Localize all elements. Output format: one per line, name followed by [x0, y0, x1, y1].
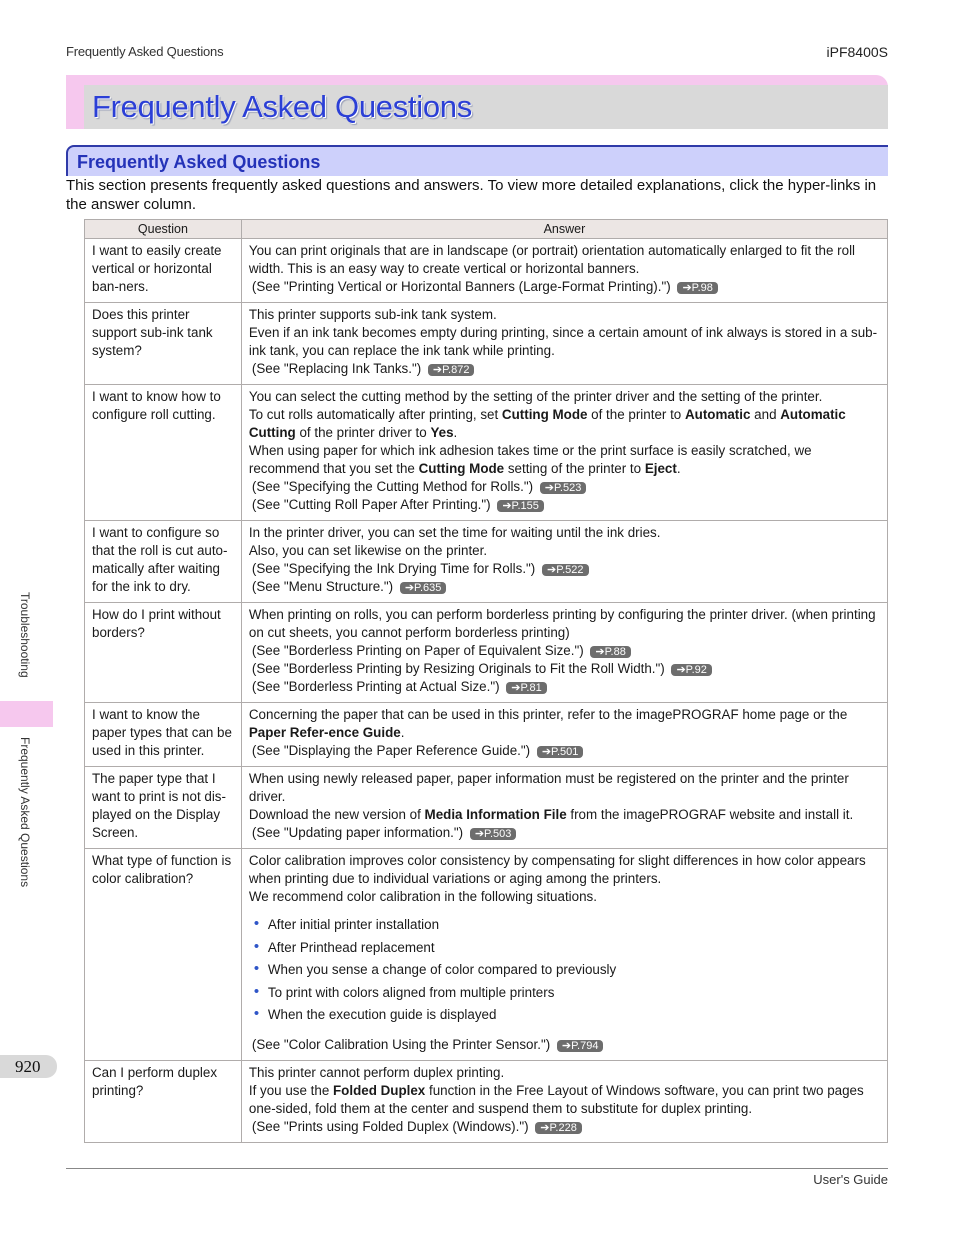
see-reference-link[interactable]: (See "Borderless Printing on Paper of Equivalent Size.") ➔P.88	[249, 642, 880, 660]
page-reference-badge[interactable]: ➔P.155	[497, 500, 544, 512]
page-reference-badge[interactable]: ➔P.522	[542, 564, 589, 576]
list-item: • After initial printer installation	[253, 915, 440, 932]
table-row	[85, 385, 888, 521]
chapter-title: Frequently Asked Questions	[92, 89, 472, 124]
question-cell: Can I perform duplex printing?	[85, 1061, 242, 1143]
list-item: • When you sense a change of color compared to previously	[253, 960, 617, 977]
section-title-band	[66, 145, 888, 176]
page-reference-badge[interactable]: ➔P.88	[590, 646, 630, 658]
answer-cell: Concerning the paper that can be used in this printer, refer to the imagePROGRAF home page or the Paper Refer-ence Guide. (See "Displaying the Paper Reference Guide.") ➔P.501	[241, 703, 887, 767]
answer-cell: Color calibration improves color consistency by compensating for slight differences in how color appears when printing due to individual variations or aging among the printers. We recommend color calibration in the following situations. • After initial printer installation • After Printhead replacement • When you sense a change of color compared to previously • To print with colors aligned from multiple printers • When the execution guide is displayed (See "Color Calibration Using the Printer Sensor.") ➔P.794	[241, 849, 887, 1061]
answer-column-header: Answer	[241, 220, 887, 239]
page-reference-badge[interactable]: ➔P.81	[506, 682, 546, 694]
bullet-icon: •	[253, 982, 260, 1000]
page-reference-badge[interactable]: ➔P.503	[470, 828, 517, 840]
intro-paragraph: This section presents frequently asked questions and answers. To view more detailed explanations, click the hyper-links in the answer column.	[66, 177, 877, 213]
running-head-section: Frequently Asked Questions	[66, 44, 224, 59]
bullet-icon: •	[253, 915, 260, 932]
bullet-icon: •	[253, 960, 260, 977]
question-cell: I want to easily create vertical or horizontal ban-ners.	[85, 239, 242, 303]
side-label-chapter: Troubleshooting	[18, 592, 32, 678]
see-reference-link[interactable]: (See "Cutting Roll Paper After Printing.") ➔P.155	[249, 496, 880, 514]
see-reference-link[interactable]: (See "Borderless Printing by Resizing Originals to Fit the Roll Width.") ➔P.92	[249, 660, 880, 678]
answer-cell: This printer supports sub-ink tank system. Even if an ink tank becomes empty during printing, since a certain amount of ink always is stored in a sub-ink tank, you can replace the ink tank while printing. (See "Replacing Ink Tanks.") ➔P.872	[241, 303, 887, 385]
page-number: 920	[15, 1057, 41, 1076]
page-reference-badge[interactable]: ➔P.635	[400, 582, 447, 594]
question-cell: I want to know how to configure roll cutting.	[85, 385, 242, 521]
page-reference-badge[interactable]: ➔P.228	[535, 1122, 582, 1134]
see-reference-link[interactable]: (See "Specifying the Cutting Method for Rolls.") ➔P.523	[249, 478, 880, 496]
question-cell: I want to know the paper types that can be used in this printer.	[85, 703, 242, 767]
question-column-header: Question	[85, 220, 242, 239]
see-reference-link[interactable]: (See "Prints using Folded Duplex (Windows).") ➔P.228	[249, 1118, 880, 1136]
see-reference-link[interactable]: (See "Borderless Printing at Actual Size.") ➔P.81	[249, 678, 880, 696]
question-cell: How do I print without borders?	[85, 603, 242, 703]
faq-table-body	[85, 239, 888, 1143]
section-title: Frequently Asked Questions	[77, 152, 321, 172]
answer-cell: When printing on rolls, you can perform borderless printing by configuring the printer driver. (when printing on cut sheets, you cannot perform borderless printing) (See "Borderless Printing on Paper of Equivalent Size.") ➔P.88 (See "Borderless Printing by Resizing Originals to Fit the Roll Width.") ➔P.92 (See "Borderless Printing at Actual Size.") ➔P.81	[241, 603, 887, 703]
table-header-row	[85, 220, 888, 239]
page-reference-badge[interactable]: ➔P.98	[677, 282, 717, 294]
table-row	[85, 767, 888, 849]
list-item: • To print with colors aligned from multiple printers	[253, 982, 555, 1000]
page-reference-badge[interactable]: ➔P.92	[671, 664, 711, 676]
running-head-model: iPF8400S	[826, 44, 888, 60]
see-reference-link[interactable]: (See "Printing Vertical or Horizontal Banners (Large-Format Printing).") ➔P.98	[249, 278, 880, 296]
table-row	[85, 703, 888, 767]
answer-cell: You can select the cutting method by the setting of the printer driver and the setting of the printer. To cut rolls automatically after printing, set Cutting Mode of the printer to Automatic and Automatic Cutting of the printer driver to Yes. When using paper for which ink adhesion takes time or the print surface is easily scratched, we recommend that you set the Cutting Mode setting of the printer to Eject. (See "Specifying the Cutting Method for Rolls.") ➔P.523 (See "Cutting Roll Paper After Printing.") ➔P.155	[241, 385, 887, 521]
see-reference-link[interactable]: (See "Updating paper information.") ➔P.503	[249, 824, 880, 842]
footer-guide-name: User's Guide	[813, 1172, 888, 1187]
table-row	[85, 521, 888, 603]
page-reference-badge[interactable]: ➔P.501	[537, 746, 584, 758]
bullet-icon: •	[253, 1005, 260, 1022]
side-chapter-tab	[0, 701, 53, 727]
table-row	[85, 303, 888, 385]
answer-cell: You can print originals that are in landscape (or portrait) orientation automatically enlarged to fit the roll width. This is an easy way to create vertical or horizontal banners. (See "Printing Vertical or Horizontal Banners (Large-Format Printing).") ➔P.98	[241, 239, 887, 303]
side-label-section: Frequently Asked Questions	[18, 737, 32, 888]
list-item: • After Printhead replacement	[253, 937, 435, 955]
question-cell: The paper type that I want to print is not dis-played on the Display Screen.	[85, 767, 242, 849]
see-reference-link[interactable]: (See "Menu Structure.") ➔P.635	[249, 578, 880, 596]
table-row	[85, 1061, 888, 1143]
answer-cell: When using newly released paper, paper information must be registered on the printer and the printer driver. Download the new version of Media Information File from the imagePROGRAF website and install it. (See "Updating paper information.") ➔P.503	[241, 767, 887, 849]
chapter-title-box	[84, 85, 888, 129]
answer-cell: In the printer driver, you can set the time for waiting until the ink dries. Also, you can set likewise on the printer. (See "Specifying the Ink Drying Time for Rolls.") ➔P.522 (See "Menu Structure.") ➔P.635	[241, 521, 887, 603]
situations-list	[249, 916, 880, 1024]
page-reference-badge[interactable]: ➔P.794	[557, 1040, 604, 1052]
page-reference-badge[interactable]: ➔P.872	[428, 364, 475, 376]
page-number-tab	[0, 1055, 57, 1078]
answer-cell: This printer cannot perform duplex printing. If you use the Folded Duplex function in the Free Layout of Windows software, you can print two pages one-sided, fold them at the center and suspend them to substitute for duplex printing. (See "Prints using Folded Duplex (Windows).") ➔P.228	[241, 1061, 887, 1143]
see-reference-link[interactable]: (See "Displaying the Paper Reference Guide.") ➔P.501	[249, 742, 880, 760]
see-reference-link[interactable]: (See "Color Calibration Using the Printer Sensor.") ➔P.794	[249, 1036, 880, 1054]
see-reference-link[interactable]: (See "Replacing Ink Tanks.") ➔P.872	[249, 360, 880, 378]
footer-rule	[66, 1168, 888, 1169]
page-reference-badge[interactable]: ➔P.523	[540, 482, 587, 494]
running-head	[66, 44, 888, 62]
chapter-title-band	[66, 75, 888, 129]
see-reference-link[interactable]: (See "Specifying the Ink Drying Time for Rolls.") ➔P.522	[249, 560, 880, 578]
table-row	[85, 603, 888, 703]
table-row	[85, 849, 888, 1061]
bullet-icon: •	[253, 937, 260, 955]
faq-table	[84, 219, 888, 1143]
question-cell: Does this printer support sub-ink tank system?	[85, 303, 242, 385]
question-cell: I want to configure so that the roll is cut auto-matically after waiting for the ink to dry.	[85, 521, 242, 603]
question-cell: What type of function is color calibration?	[85, 849, 242, 1061]
table-row	[85, 239, 888, 303]
list-item: • When the execution guide is displayed	[253, 1005, 497, 1022]
